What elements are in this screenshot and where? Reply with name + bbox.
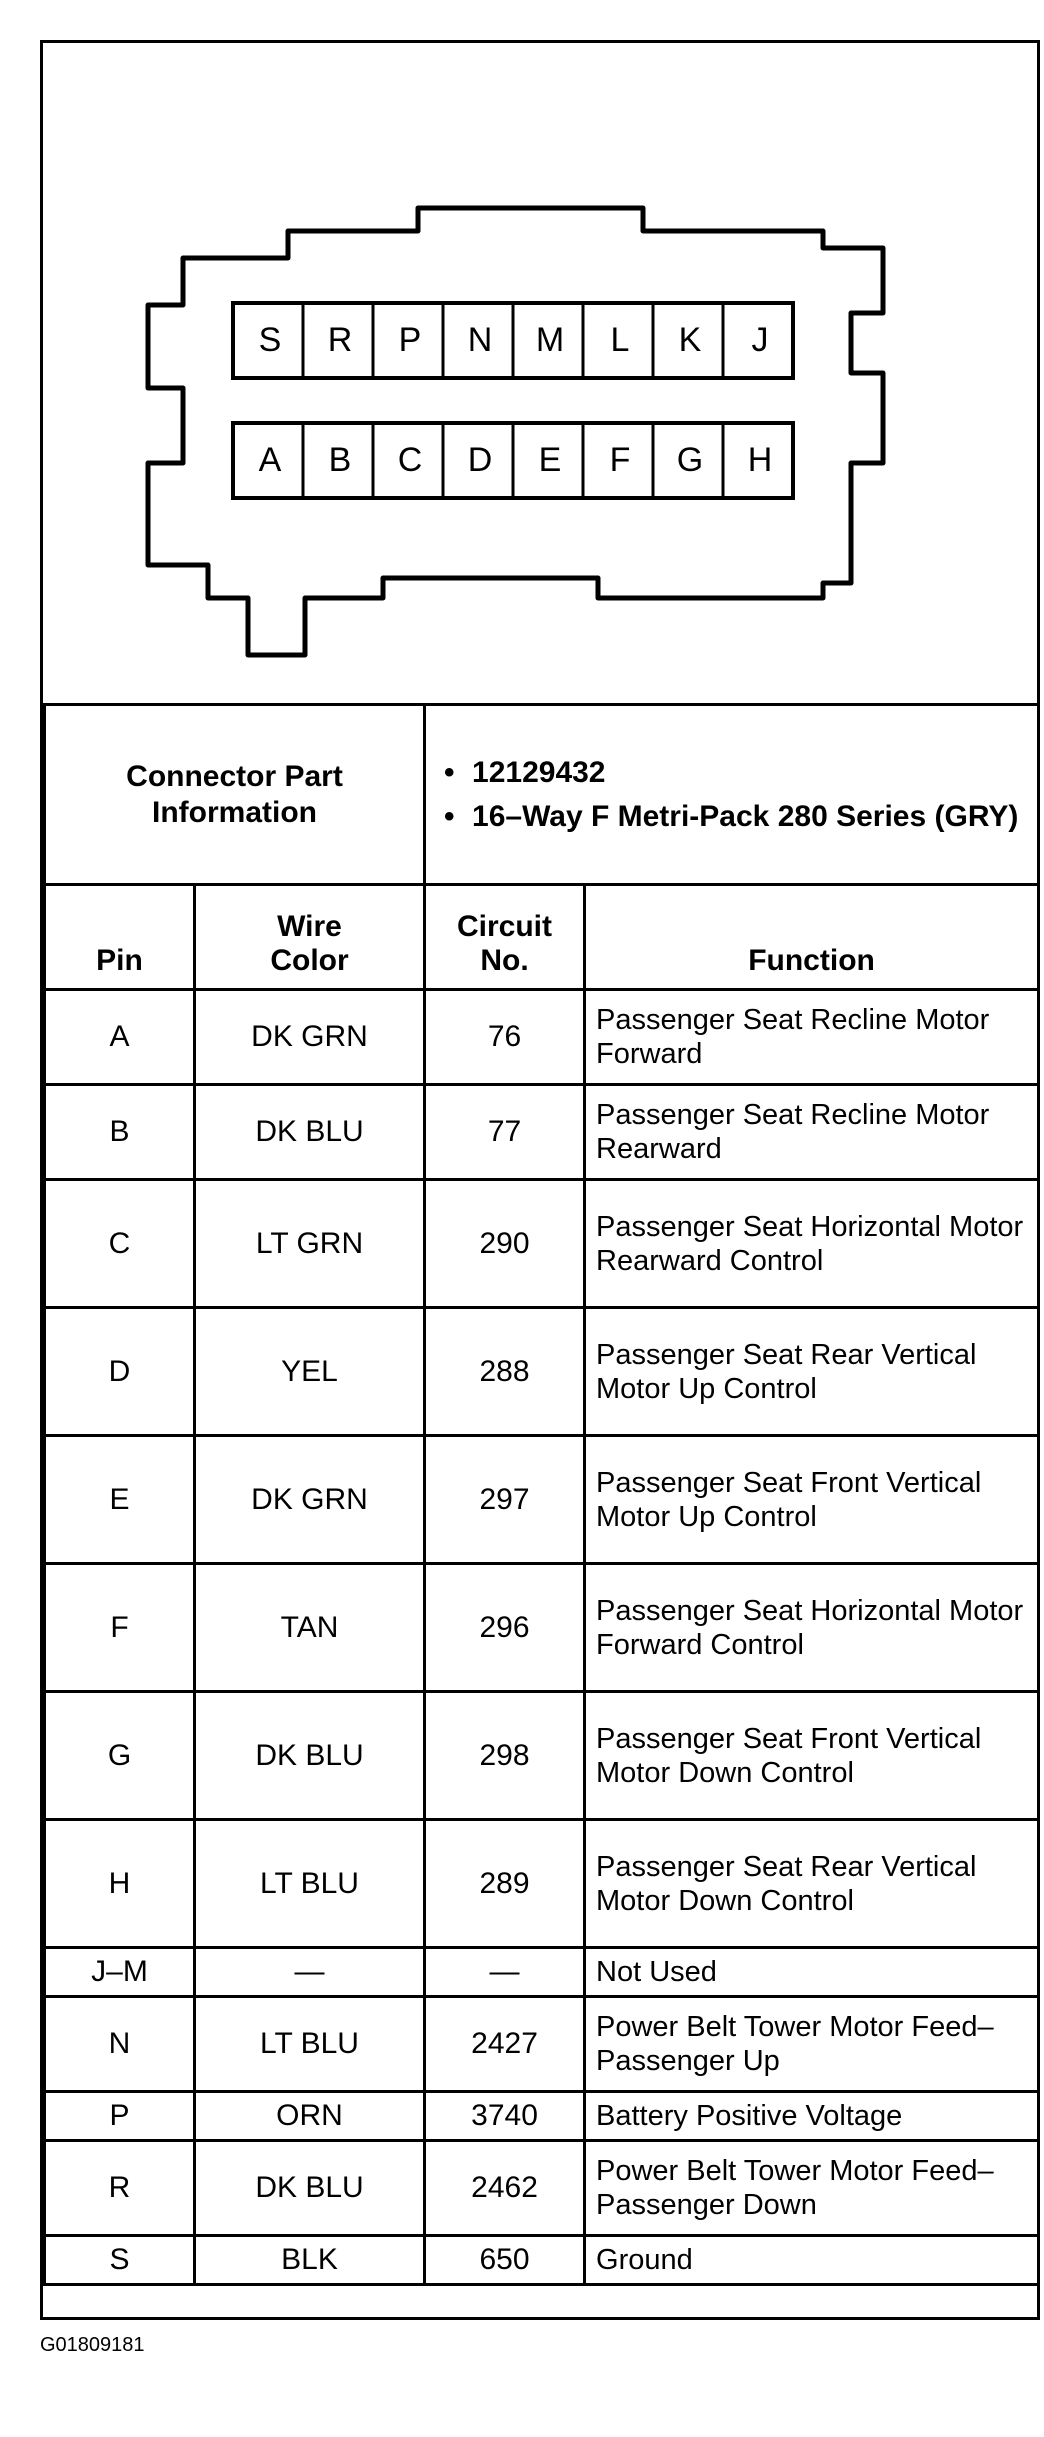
table-row bbox=[45, 1997, 1039, 2092]
pin-cell: D bbox=[45, 1308, 195, 1436]
pin-cell: C bbox=[45, 1180, 195, 1308]
circuit-cell: 650 bbox=[425, 2236, 585, 2285]
wire-color-cell: LT BLU bbox=[195, 1820, 425, 1948]
wire-color-cell: DK BLU bbox=[195, 1085, 425, 1180]
pin-cell: P bbox=[45, 2092, 195, 2141]
pin-label: F bbox=[609, 440, 631, 479]
table-row bbox=[45, 1820, 1039, 1948]
pin-cell: F bbox=[45, 1564, 195, 1692]
function-cell: Passenger Seat Horizontal Motor Forward Control bbox=[585, 1564, 1039, 1692]
wire-color-cell: — bbox=[195, 1948, 425, 1997]
circuit-cell: 298 bbox=[425, 1692, 585, 1820]
pin-label: L bbox=[610, 320, 630, 359]
wire-color-cell: DK GRN bbox=[195, 990, 425, 1085]
part-info-row bbox=[45, 705, 1039, 885]
pin-cell: A bbox=[45, 990, 195, 1085]
pin-label: G bbox=[676, 440, 704, 479]
circuit-cell: 289 bbox=[425, 1820, 585, 1948]
circuit-cell: 77 bbox=[425, 1085, 585, 1180]
pin-label: R bbox=[327, 320, 353, 359]
wire-color-cell: YEL bbox=[195, 1308, 425, 1436]
wire-color-cell: TAN bbox=[195, 1564, 425, 1692]
pinout-table bbox=[43, 703, 1040, 2286]
pin-label: A bbox=[258, 440, 282, 479]
connector-description: • 16–Way F Metri-Pack 280 Series (GRY) bbox=[444, 799, 1037, 835]
connector-face-diagram bbox=[43, 43, 1037, 703]
table-row bbox=[45, 1085, 1039, 1180]
wire-color-cell: DK BLU bbox=[195, 1692, 425, 1820]
header-circuit-no: Circuit No. bbox=[425, 885, 585, 990]
pin-label: D bbox=[467, 440, 493, 479]
header-pin: Pin bbox=[45, 885, 195, 990]
pin-label: B bbox=[328, 440, 352, 479]
table-row bbox=[45, 1564, 1039, 1692]
part-number: • 12129432 bbox=[444, 755, 1037, 791]
table-row bbox=[45, 990, 1039, 1085]
pin-cell: H bbox=[45, 1820, 195, 1948]
connector-part-info-label bbox=[45, 705, 425, 885]
pin-cell: R bbox=[45, 2141, 195, 2236]
figure-code: G01809181 bbox=[40, 2334, 145, 2356]
wire-color-cell: LT BLU bbox=[195, 1997, 425, 2092]
function-cell: Battery Positive Voltage bbox=[585, 2092, 1039, 2141]
circuit-cell: 2427 bbox=[425, 1997, 585, 2092]
function-cell: Passenger Seat Front Vertical Motor Down Control bbox=[585, 1692, 1039, 1820]
pin-cell: B bbox=[45, 1085, 195, 1180]
function-cell: Not Used bbox=[585, 1948, 1039, 1997]
table-row bbox=[45, 1308, 1039, 1436]
header-row bbox=[45, 885, 1039, 990]
circuit-cell: — bbox=[425, 1948, 585, 1997]
connector-frame bbox=[40, 40, 1040, 2320]
pin-cell: J–M bbox=[45, 1948, 195, 1997]
table-row bbox=[45, 2141, 1039, 2236]
wire-color-cell: ORN bbox=[195, 2092, 425, 2141]
pin-cell: N bbox=[45, 1997, 195, 2092]
function-cell: Ground bbox=[585, 2236, 1039, 2285]
pin-label: M bbox=[535, 320, 565, 359]
circuit-cell: 2462 bbox=[425, 2141, 585, 2236]
part-info-label-line1: Connector Part bbox=[126, 759, 343, 793]
wire-color-cell: DK GRN bbox=[195, 1436, 425, 1564]
function-cell: Passenger Seat Rear Vertical Motor Down Control bbox=[585, 1820, 1039, 1948]
function-cell: Passenger Seat Recline Motor Forward bbox=[585, 990, 1039, 1085]
wire-color-cell: DK BLU bbox=[195, 2141, 425, 2236]
pin-label: H bbox=[747, 440, 773, 479]
part-info-label-line2: Information bbox=[152, 795, 317, 829]
table-row bbox=[45, 1948, 1039, 1997]
header-function: Function bbox=[585, 885, 1039, 990]
function-cell: Power Belt Tower Motor Feed–Passenger Up bbox=[585, 1997, 1039, 2092]
table-row bbox=[45, 2236, 1039, 2285]
pin-label: J bbox=[751, 320, 769, 359]
function-cell: Passenger Seat Recline Motor Rearward bbox=[585, 1085, 1039, 1180]
circuit-cell: 290 bbox=[425, 1180, 585, 1308]
wire-color-cell: BLK bbox=[195, 2236, 425, 2285]
circuit-cell: 76 bbox=[425, 990, 585, 1085]
table-row bbox=[45, 1692, 1039, 1820]
circuit-cell: 288 bbox=[425, 1308, 585, 1436]
function-cell: Passenger Seat Front Vertical Motor Up Control bbox=[585, 1436, 1039, 1564]
table-row bbox=[45, 1180, 1039, 1308]
pin-label: P bbox=[398, 320, 422, 359]
pin-cell: E bbox=[45, 1436, 195, 1564]
header-wire-color: Wire Color bbox=[195, 885, 425, 990]
function-cell: Passenger Seat Horizontal Motor Rearward Control bbox=[585, 1180, 1039, 1308]
function-cell: Power Belt Tower Motor Feed–Passenger Down bbox=[585, 2141, 1039, 2236]
pin-label: K bbox=[678, 320, 702, 359]
pin-cell: G bbox=[45, 1692, 195, 1820]
function-cell: Passenger Seat Rear Vertical Motor Up Control bbox=[585, 1308, 1039, 1436]
pin-label: N bbox=[467, 320, 493, 359]
circuit-cell: 3740 bbox=[425, 2092, 585, 2141]
circuit-cell: 297 bbox=[425, 1436, 585, 1564]
table-row bbox=[45, 1436, 1039, 1564]
pin-cell: S bbox=[45, 2236, 195, 2285]
circuit-cell: 296 bbox=[425, 1564, 585, 1692]
pin-label: E bbox=[538, 440, 562, 479]
wire-color-cell: LT GRN bbox=[195, 1180, 425, 1308]
connector-part-info-values bbox=[425, 705, 1039, 885]
table-row bbox=[45, 2092, 1039, 2141]
pin-label: C bbox=[397, 440, 423, 479]
pin-label: S bbox=[258, 320, 282, 359]
